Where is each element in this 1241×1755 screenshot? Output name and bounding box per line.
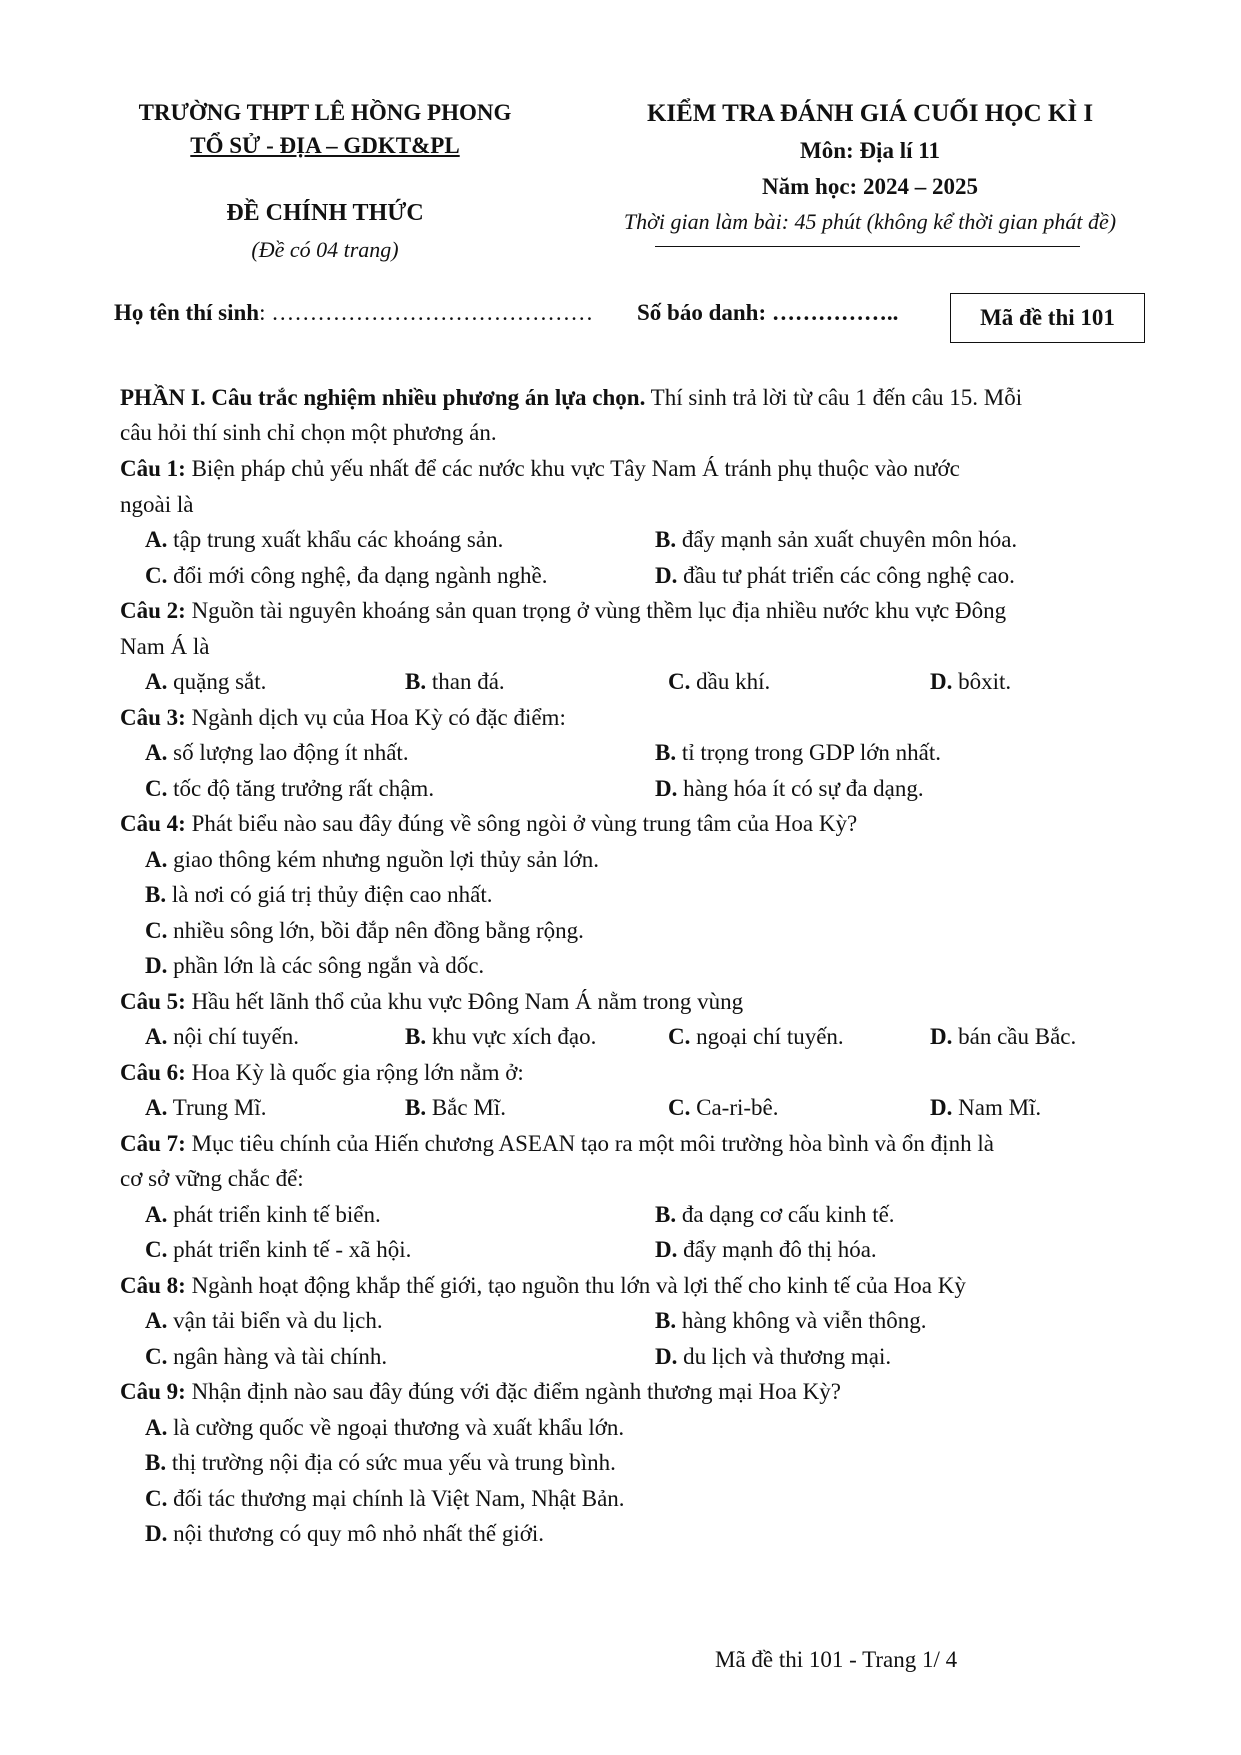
option-letter: B. [145, 1450, 167, 1475]
question-label: Câu 4: [120, 811, 186, 836]
option-text: nội thương có quy mô nhỏ nhất thế giới. [167, 1521, 545, 1546]
option-text: nhiều sông lớn, bồi đắp nên đồng bằng rộng. [167, 917, 584, 943]
option-a [145, 735, 409, 771]
option-letter: D. [930, 1095, 953, 1120]
option-letter: C. [145, 1237, 168, 1262]
question-label: Câu 5: [120, 988, 186, 1014]
option-c [668, 664, 770, 700]
option-a [145, 1410, 624, 1446]
question-stem [120, 1268, 1140, 1304]
option-letter: B. [405, 669, 427, 694]
question-stem [120, 1055, 1140, 1091]
option-text: ngân hàng và tài chính. [167, 1343, 388, 1369]
option-b [655, 735, 941, 771]
option-text: khu vực xích đạo. [426, 1024, 597, 1049]
exam-code: Mã đề thi 101 [980, 305, 1115, 330]
option-text: than đá. [426, 669, 505, 694]
option-letter: D. [655, 1237, 678, 1262]
option-text: đổi mới công nghệ, đa dạng ngành nghề. [167, 562, 548, 588]
option-c [145, 1481, 625, 1517]
option-d [145, 1516, 544, 1552]
option-b [655, 522, 1017, 558]
option-letter: C. [668, 1024, 691, 1049]
option-d [655, 1232, 877, 1268]
option-letter: A. [145, 1414, 168, 1440]
department-name: TỔ SỬ - ĐỊA – GDKT&PL [190, 133, 460, 158]
part1-instruction: Thí sinh trả lời từ câu 1 đến câu 15. Mỗi [645, 385, 1023, 410]
question-stem [120, 700, 1140, 736]
option-letter: D. [655, 1343, 678, 1369]
question-text: Mục tiêu chính của Hiến chương ASEAN tạo ra một môi trường hòa bình và ổn định là [185, 1130, 994, 1156]
option-d [655, 558, 1015, 594]
option-b [405, 1090, 506, 1126]
option-text: tỉ trọng trong GDP lớn nhất. [676, 740, 942, 765]
option-letter: C. [668, 669, 691, 694]
option-letter: C. [145, 917, 168, 943]
exam-title: KIỂM TRA ĐÁNH GIÁ CUỐI HỌC KÌ I [646, 100, 1094, 127]
official-label: ĐỀ CHÍNH THỨC [226, 200, 424, 226]
option-letter: A. [145, 1095, 168, 1120]
question-text-cont: Nam Á là [120, 633, 210, 659]
option-letter: A. [145, 740, 168, 765]
option-letter: D. [930, 669, 953, 694]
option-letter: B. [145, 882, 167, 907]
option-text: là nơi có giá trị thủy điện cao nhất. [166, 882, 493, 907]
question-stem [120, 593, 1140, 629]
question-stem [120, 1374, 1140, 1410]
option-text: số lượng lao động ít nhất. [167, 740, 409, 765]
option-a [145, 1019, 299, 1055]
option-b [405, 664, 505, 700]
option-d [655, 1339, 891, 1375]
question-label: Câu 1: [120, 456, 186, 481]
option-b [655, 1197, 895, 1233]
option-text: hàng hóa ít có sự đa dạng. [677, 775, 924, 801]
option-text: thị trường nội địa có sức mua yếu và trung bình. [166, 1450, 616, 1475]
option-text: đẩy mạnh sản xuất chuyên môn hóa. [676, 527, 1018, 552]
option-c [145, 1339, 387, 1375]
option-text: đầu tư phát triển các công nghệ cao. [677, 562, 1015, 588]
option-d [930, 1090, 1041, 1126]
option-text: Trung Mĩ. [167, 1095, 267, 1120]
question-text-cont: ngoài là [120, 491, 194, 517]
option-letter: D. [145, 1521, 168, 1546]
candidate-name-label: Họ tên thí sinh [114, 300, 260, 325]
question-stem [120, 806, 1140, 842]
option-a [145, 1197, 381, 1233]
candidate-name-dots: : …………………………………… [259, 300, 594, 325]
pages-note: (Đề có 04 trang) [251, 237, 399, 262]
option-letter: B. [655, 740, 677, 765]
school-name: TRƯỜNG THPT LÊ HỒNG PHONG [138, 100, 512, 125]
option-letter: A. [145, 669, 168, 694]
part1-title: PHẦN I. Câu trắc nghiệm nhiều phương án lựa chọn. [120, 385, 646, 410]
question-label: Câu 7: [120, 1130, 186, 1156]
option-text: dầu khí. [690, 669, 771, 694]
option-letter: D. [145, 953, 168, 978]
option-a [145, 1303, 383, 1339]
question-text: Biện pháp chủ yếu nhất để các nước khu vực Tây Nam Á tránh phụ thuộc vào nước [185, 456, 960, 481]
option-text: tốc độ tăng trưởng rất chậm. [167, 775, 435, 801]
option-d [655, 771, 924, 807]
time-allowed: Thời gian làm bài: 45 phút (không kể thời gian phát đề) [623, 209, 1117, 234]
part1-line1 [120, 380, 1140, 416]
candidate-name-line [114, 300, 593, 326]
question-text: Phát biểu nào sau đây đúng về sông ngòi ở vùng trung tâm của Hoa Kỳ? [185, 811, 858, 836]
title-rule [655, 246, 1080, 247]
option-letter: A. [145, 1308, 168, 1333]
option-text: Nam Mĩ. [952, 1095, 1042, 1120]
option-letter: B. [655, 1201, 677, 1227]
option-text: phát triển kinh tế biển. [167, 1201, 381, 1227]
question-text: Hầu hết lãnh thổ của khu vực Đông Nam Á nằm trong vùng [185, 988, 744, 1014]
option-letter: A. [145, 1024, 168, 1049]
option-text: bôxit. [952, 669, 1012, 694]
subject: Môn: Địa lí 11 [800, 138, 940, 163]
question-stem [120, 451, 1140, 487]
option-text: phần lớn là các sông ngắn và dốc. [167, 953, 485, 978]
option-letter: A. [145, 1201, 168, 1227]
question-text-cont: cơ sở vững chắc để: [120, 1166, 304, 1191]
option-letter: B. [405, 1095, 427, 1120]
option-text: du lịch và thương mại. [677, 1343, 892, 1369]
option-text: vận tải biển và du lịch. [167, 1308, 383, 1333]
option-c [668, 1019, 844, 1055]
option-d [930, 664, 1011, 700]
option-b [405, 1019, 596, 1055]
option-letter: B. [405, 1024, 427, 1049]
question-label: Câu 3: [120, 704, 186, 730]
option-letter: C. [145, 775, 168, 801]
option-letter: D. [930, 1024, 953, 1049]
option-a [145, 664, 266, 700]
question-text: Nhận định nào sau đây đúng với đặc điểm ngành thương mại Hoa Kỳ? [185, 1379, 841, 1404]
option-c [668, 1090, 779, 1126]
page-footer: Mã đề thi 101 - Trang 1/ 4 [715, 1647, 958, 1672]
question-label: Câu 6: [120, 1059, 186, 1085]
question-text: Ngành dịch vụ của Hoa Kỳ có đặc điểm: [185, 704, 566, 730]
part1-line2: câu hỏi thí sinh chỉ chọn một phương án. [120, 420, 497, 445]
option-c [145, 558, 547, 594]
option-text: phát triển kinh tế - xã hội. [167, 1237, 412, 1262]
option-text: đối tác thương mại chính là Việt Nam, Nhật Bản. [167, 1485, 625, 1511]
option-text: bán cầu Bắc. [952, 1024, 1077, 1049]
option-b [145, 1445, 616, 1481]
option-c [145, 771, 434, 807]
school-year: Năm học: 2024 – 2025 [762, 174, 978, 199]
option-text: giao thông kém nhưng nguồn lợi thủy sản lớn. [167, 846, 599, 872]
option-text: đa dạng cơ cấu kinh tế. [676, 1201, 895, 1227]
question-text: Nguồn tài nguyên khoáng sản quan trọng ở vùng thềm lục địa nhiều nước khu vực Đông [185, 598, 1007, 623]
option-text: hàng không và viễn thông. [676, 1308, 927, 1333]
option-a [145, 522, 503, 558]
option-letter: C. [668, 1095, 691, 1120]
option-letter: C. [145, 1485, 168, 1511]
option-letter: B. [655, 1308, 677, 1333]
option-text: Ca-ri-bê. [690, 1095, 779, 1120]
option-text: quặng sắt. [167, 669, 267, 694]
question-text: Ngành hoạt động khắp thế giới, tạo nguồn thu lớn và lợi thế cho kinh tế của Hoa Kỳ [185, 1272, 966, 1298]
option-letter: A. [145, 846, 168, 872]
option-letter: D. [655, 775, 678, 801]
exam-code-box [950, 293, 1145, 343]
option-c [145, 1232, 411, 1268]
option-c [145, 913, 584, 949]
option-text: ngoại chí tuyến. [690, 1024, 844, 1049]
question-label: Câu 2: [120, 598, 186, 623]
option-d [930, 1019, 1076, 1055]
option-letter: C. [145, 1343, 168, 1369]
option-b [655, 1303, 927, 1339]
option-a [145, 1090, 266, 1126]
option-b [145, 877, 493, 913]
question-stem [120, 984, 1140, 1020]
option-letter: A. [145, 527, 168, 552]
option-text: tập trung xuất khẩu các khoáng sản. [167, 527, 504, 552]
question-label: Câu 9: [120, 1379, 186, 1404]
option-text: đẩy mạnh đô thị hóa. [677, 1237, 877, 1262]
question-label: Câu 8: [120, 1272, 186, 1298]
question-text: Hoa Kỳ là quốc gia rộng lớn nằm ở: [185, 1059, 524, 1085]
option-d [145, 948, 484, 984]
option-text: là cường quốc về ngoại thương và xuất khẩu lớn. [167, 1414, 625, 1440]
question-stem [120, 1126, 1140, 1162]
option-letter: B. [655, 527, 677, 552]
option-text: Bắc Mĩ. [426, 1095, 506, 1120]
option-letter: D. [655, 562, 678, 588]
option-letter: C. [145, 562, 168, 588]
option-text: nội chí tuyến. [167, 1024, 299, 1049]
candidate-sbd: Số báo danh: …………….. [637, 300, 899, 325]
option-a [145, 842, 599, 878]
